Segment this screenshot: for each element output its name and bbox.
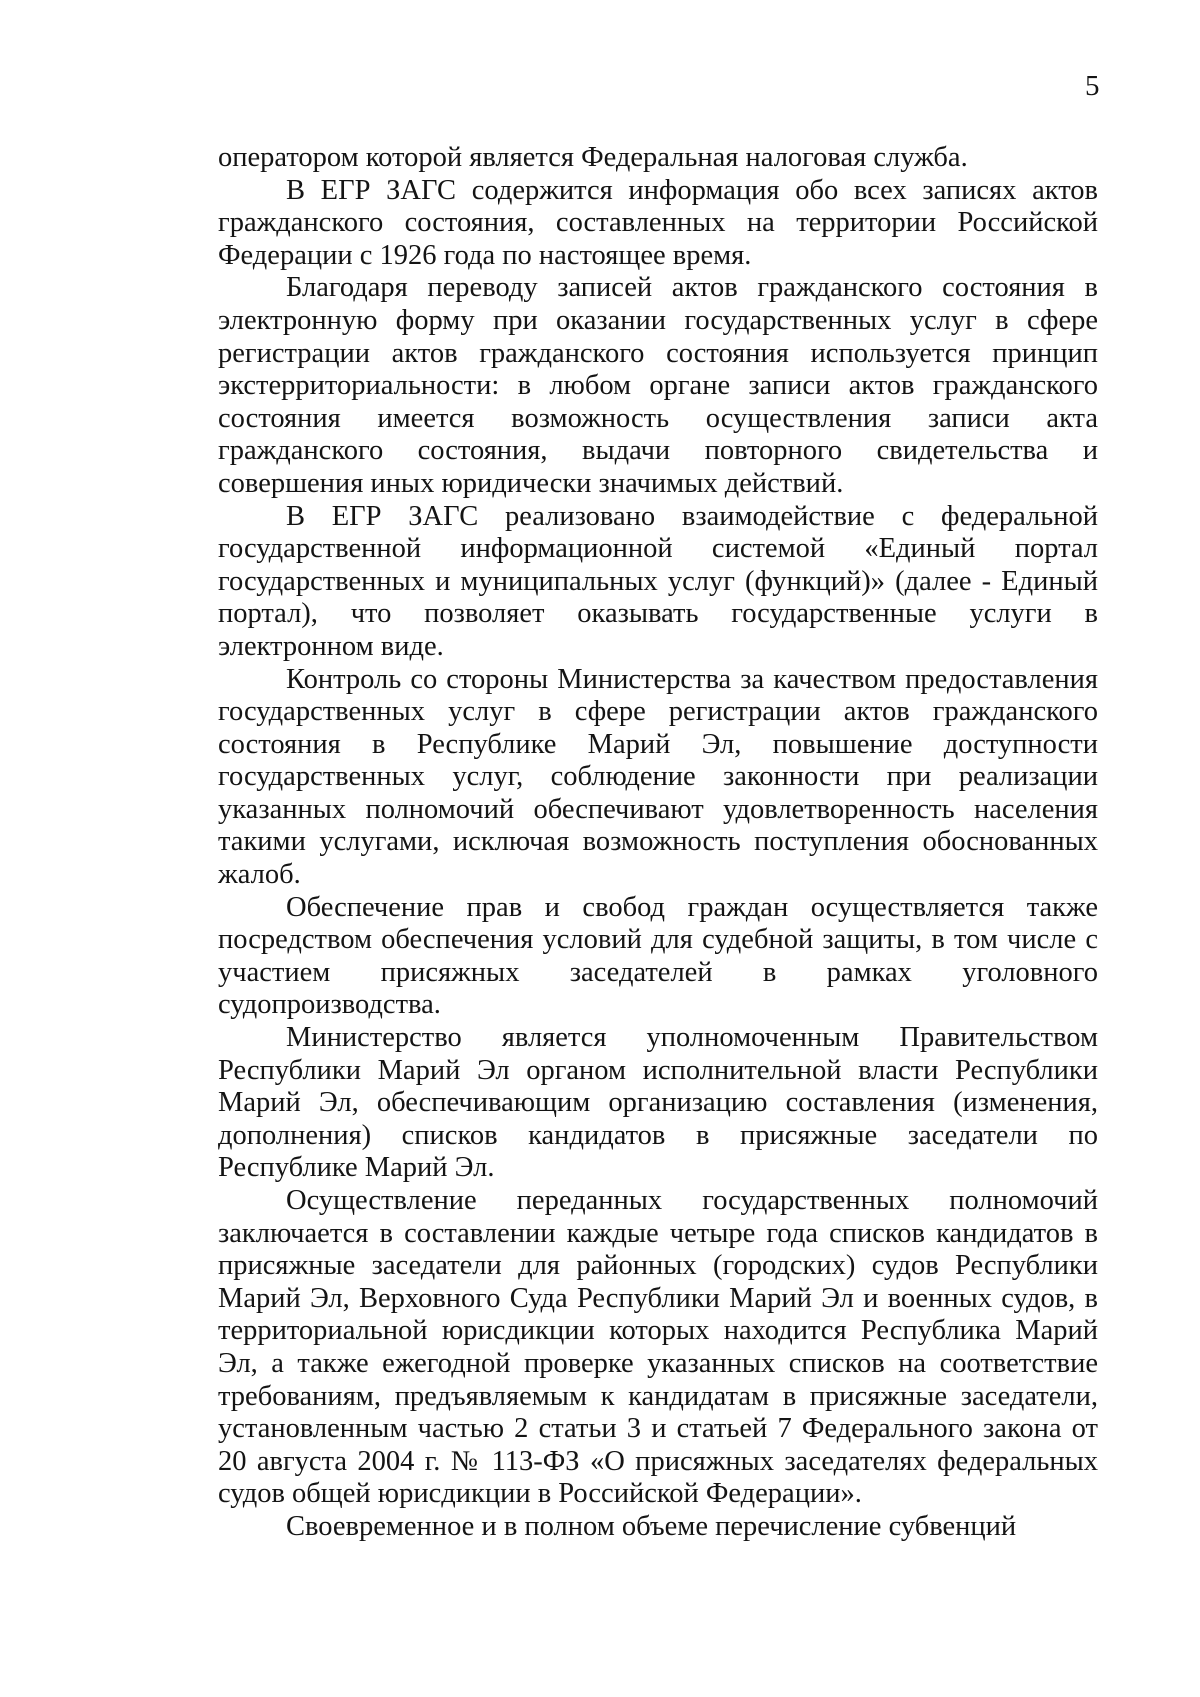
paragraph-3: Благодаря переводу записей актов гражданского состояния в электронную форму при оказании государственных услуг в сфере регистрации актов гражданского состояния используется принцип экстерриториальности: в любом органе записи актов гражданского состояния имеется возможность осуществления записи акта гражданского состояния, выдачи повторного свидетельства и совершения иных юридически значимых действий. — [218, 272, 1098, 499]
paragraph-9: Своевременное и в полном объеме перечисление субвенций — [286, 1510, 1017, 1542]
paragraph-2: В ЕГР ЗАГС содержится информация обо всех записях актов гражданского состояния, составленных на территории Российской Федерации с 1926 года по настоящее время. — [218, 174, 1098, 271]
page-number: 5 — [1085, 70, 1100, 102]
paragraph-4: В ЕГР ЗАГС реализовано взаимодействие с федеральной государственной информационной системой «Единый портал государственных и муниципальных услуг (функций)» (далее - Единый портал), что позволяет оказывать государственные услуги в электронном виде. — [218, 500, 1098, 662]
document-body — [218, 142, 1098, 1544]
paragraph-6: Обеспечение прав и свобод граждан осуществляется также посредством обеспечения условий для судебной защиты, в том числе с участием присяжных заседателей в рамках уголовного судопроизводства. — [218, 891, 1098, 1021]
paragraph-8: Осуществление переданных государственных полномочий заключается в составлении каждые четыре года списков кандидатов в присяжные заседатели для районных (городских) судов Республики Марий Эл, Верховного Суда Республики Марий Эл и военных судов, в территориальной юрисдикции которых находится Республика Марий Эл, а также ежегодной проверке указанных списков на соответствие требованиям, предъявляемым к кандидатам в присяжные заседатели, установленным частью 2 статьи 3 и статьей 7 Федерального закона от 20 августа 2004 г. № 113-ФЗ «О присяжных заседателях федеральных судов общей юрисдикции в Российской Федерации». — [218, 1185, 1098, 1510]
paragraph-7: Министерство является уполномоченным Правительством Республики Марий Эл органом исполнительной власти Республики Марий Эл, обеспечивающим организацию составления (изменения, дополнения) списков кандидатов в присяжные заседатели по Республике Марий Эл. — [218, 1022, 1098, 1184]
paragraph-5: Контроль со стороны Министерства за качеством предоставления государственных услуг в сфере регистрации актов гражданского состояния в Республике Марий Эл, повышение доступности государственных услуг, соблюдение законности при реализации указанных полномочий обеспечивают удовлетворенность населения такими услугами, исключая возможность поступления обоснованных жалоб. — [218, 663, 1098, 891]
paragraph-1: оператором которой является Федеральная налоговая служба. — [218, 142, 968, 173]
